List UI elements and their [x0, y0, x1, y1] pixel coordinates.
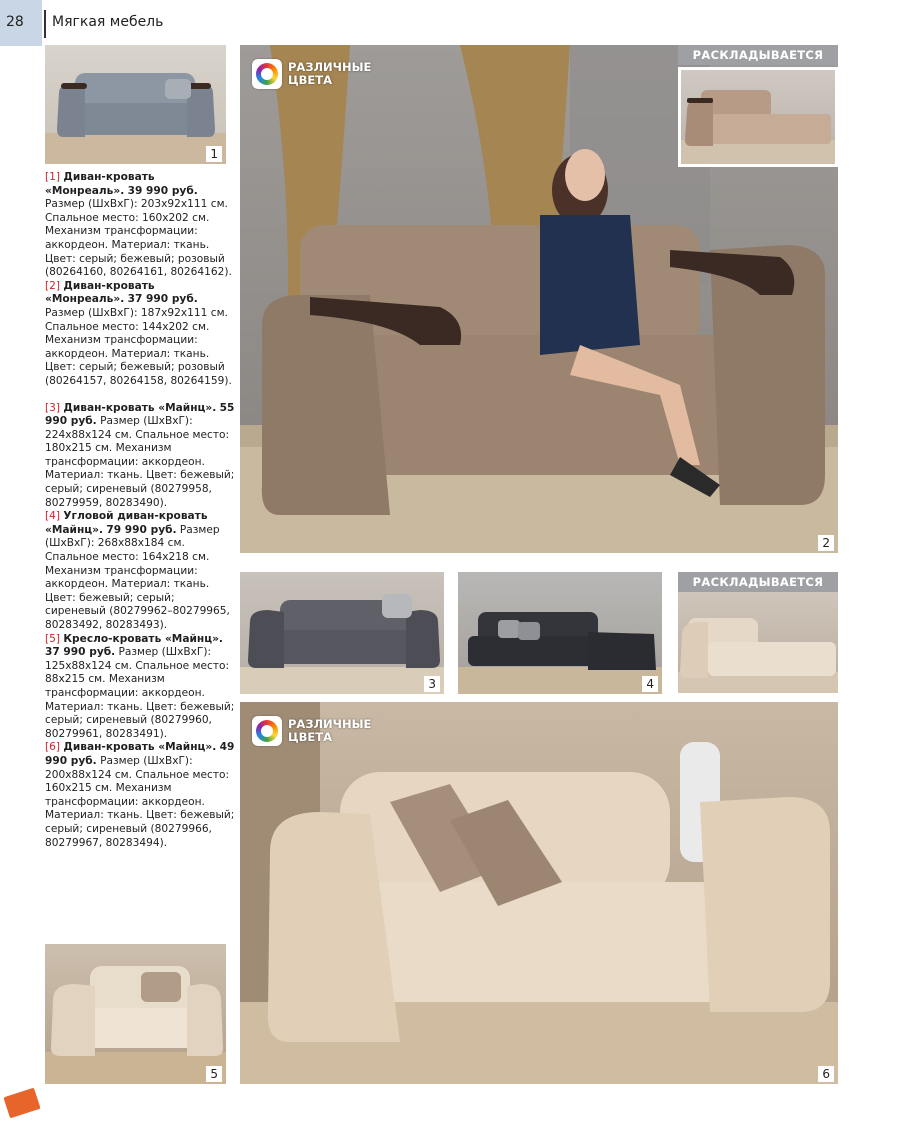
product-specs: Размер (ШхВхГ): 125х88х124 см. Спальное место: 88х215 см. Механизм трансформации: аккордеон. Материал: ткань. Цвет: бежевый; серый; сиреневый (80279960, 80279961, 80283491). — [45, 646, 235, 740]
product-title: Диван-кровать «Монреаль». — [45, 171, 155, 197]
product-index: [4] — [45, 510, 61, 523]
various-colors-badge — [252, 59, 371, 89]
product-index: [2] — [45, 279, 61, 292]
folds-out-label: РАСКЛАДЫВАЕТСЯ — [678, 45, 838, 65]
product-title: Угловой диван-кровать «Майнц». — [45, 510, 208, 536]
product-specs: Размер (ШхВхГ): 203х92х111 см. Спальное место: 160х202 см. Механизм трансформации: аккордеон. Материал: ткань. Цвет: серый; бежевый; розовый (80264160, 80264161, 80264162). — [45, 198, 232, 279]
section-title: Мягкая мебель — [52, 14, 164, 30]
product-title: Диван-кровать «Монреаль». — [45, 279, 155, 306]
sofa-illustration-6 — [240, 702, 838, 1084]
photo-number: 6 — [818, 1066, 834, 1082]
photo-number: 4 — [642, 676, 658, 692]
product-item-3 — [45, 402, 235, 511]
product-specs: Размер (ШхВхГ): 224х88х124 см. Спальное место: 180х215 см. Механизм трансформации: аккордеон. Материал: ткань. Цвет: бежевый; серый; сиреневый (80279958, 80279959, 80283490). — [45, 415, 235, 509]
product-index: [1] — [45, 171, 61, 183]
product-descriptions — [45, 171, 235, 850]
brand-logo-icon — [3, 1088, 40, 1119]
product-specs: Размер (ШхВхГ): 268х88х184 см. Спальное место: 164х218 см. Механизм трансформации: аккордеон. Материал: ткань. Цвет: бежевый; серый; сиреневый (80279962–80279965, 80283492, 80283493). — [45, 523, 230, 631]
product-specs: Размер (ШхВхГ): 200х88х124 см. Спальное место: 160х215 см. Механизм трансформации: аккордеон. Материал: ткань. Цвет: бежевый; серый; сиреневый (80279966, 80279967, 80283494). — [45, 754, 235, 849]
product-photo-1 — [45, 45, 226, 164]
product-title: Диван-кровать «Майнц». — [63, 401, 217, 414]
photo-number: 2 — [818, 535, 834, 551]
product-price: 79 990 руб. — [106, 523, 177, 536]
fold-out-photo-2 — [678, 592, 838, 693]
product-photo-3 — [240, 572, 444, 694]
product-item-2 — [45, 280, 235, 389]
product-photo-5 — [45, 944, 226, 1084]
product-photo-6 — [240, 702, 838, 1084]
product-price: 37 990 руб. — [45, 646, 116, 659]
page-number: 28 — [6, 14, 24, 30]
colors-label-line1: РАЗЛИЧНЫЕ — [288, 60, 372, 74]
colors-label-line2: ЦВЕТА — [288, 73, 333, 87]
header-divider — [44, 10, 46, 38]
product-specs: Размер (ШхВхГ): 187х92х111 см. Спальное место: 144х202 см. Механизм трансформации: аккордеон. Материал: ткань. Цвет: серый; бежевый; розовый (80264157, 80264158, 80264159). — [45, 306, 232, 387]
armchair-illustration — [45, 944, 226, 1084]
product-title: Кресло-кровать «Майнц». — [63, 632, 223, 645]
product-price: 55 990 руб. — [45, 401, 235, 428]
sofa-illustration-4 — [458, 572, 662, 694]
color-wheel-icon — [252, 716, 282, 746]
sofa-illustration-3 — [240, 572, 444, 694]
photo-number: 5 — [206, 1066, 222, 1082]
product-index: [3] — [45, 401, 61, 414]
colors-label-line2: ЦВЕТА — [288, 730, 333, 744]
product-price: 39 990 руб. — [127, 184, 198, 197]
product-index: [6] — [45, 741, 61, 754]
product-price: 49 990 руб. — [45, 741, 235, 767]
fold-out-photo-1 — [678, 67, 838, 167]
product-item-1 — [45, 171, 235, 280]
photo-number: 1 — [206, 146, 222, 162]
sofa-illustration-1 — [45, 45, 226, 164]
product-title: Диван-кровать «Майнц». — [63, 741, 217, 754]
product-index: [5] — [45, 632, 61, 645]
product-item-4 — [45, 510, 235, 632]
product-photo-4 — [458, 572, 662, 694]
colors-label-line1: РАЗЛИЧНЫЕ — [288, 717, 372, 731]
folds-out-label: РАСКЛАДЫВАЕТСЯ — [678, 572, 838, 592]
product-price: 37 990 руб. — [127, 293, 198, 306]
unfolded-sofa-icon — [678, 592, 838, 693]
color-wheel-icon — [252, 59, 282, 89]
unfolded-sofa-icon — [681, 70, 835, 164]
product-item-6 — [45, 741, 235, 850]
photo-number: 3 — [424, 676, 440, 692]
various-colors-badge — [252, 716, 371, 746]
product-item-5 — [45, 633, 235, 742]
